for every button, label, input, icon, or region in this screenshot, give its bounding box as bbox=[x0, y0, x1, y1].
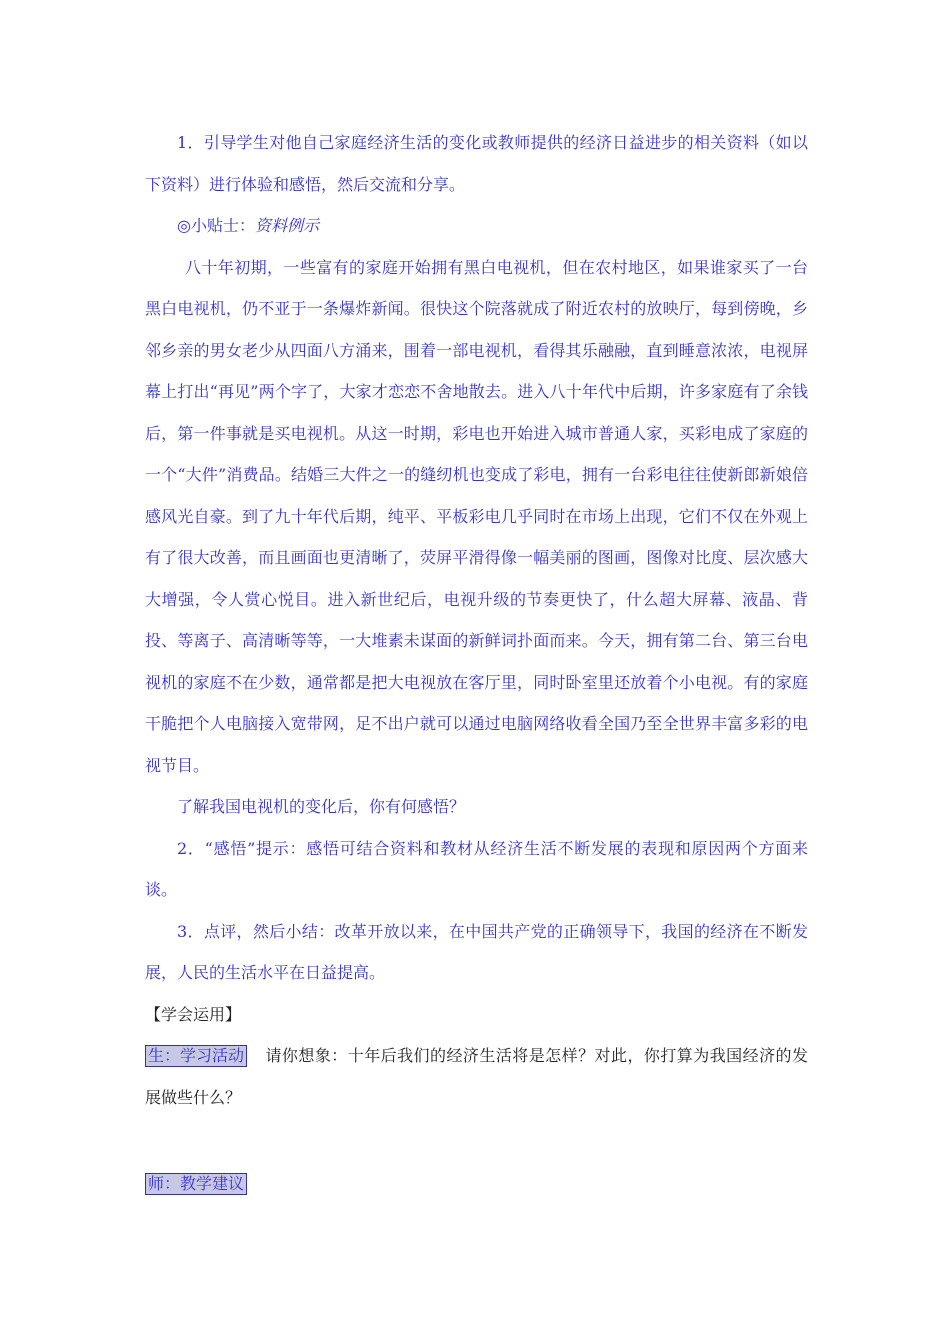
section-heading: 【学会运用】 bbox=[145, 1004, 242, 1024]
student-activity-tag: 生：学习活动 bbox=[145, 1045, 247, 1067]
question-line: 了解我国电视机的变化后，你有何感悟？ bbox=[177, 797, 466, 816]
paragraph-guide: 1．引导学生对他自己家庭经济生活的变化或教师提供的经济日益进步的相关资料（如以下资料）进行体验和感悟，然后交流和分享。 bbox=[145, 133, 808, 194]
tip-label: ◎小贴士： bbox=[177, 216, 255, 235]
teacher-suggestion-tag: 师：教学建议 bbox=[145, 1173, 247, 1195]
tip-title: 资料例示 bbox=[254, 216, 319, 235]
paragraph-summary: 3．点评，然后小结：改革开放以来，在中国共产党的正确领导下，我国的经济在不断发展，人民的生活水平在日益提高。 bbox=[145, 921, 808, 982]
sample-material: 八十年初期，一些富有的家庭开始拥有黑白电视机，但在农村地区，如果谁家买了一台黑白电视机，仍不亚于一条爆炸新闻。很快这个院落就成了附近农村的放映厅，每到傍晚，乡邻乡亲的男女老少从四面八方涌来，围着一部电视机，看得其乐融融，直到睡意浓浓，电视屏幕上打出“再见”两个字了，大家才恋恋不舍地散去。进入八十年代中后期，许多家庭有了余钱后，第一件事就是买电视机。从这一时期，彩电也开始进入城市普通人家，买彩电成了家庭的一个“大件”消费品。结婚三大件之一的缝纫机也变成了彩电，拥有一台彩电往往使新郎新娘倍感风光自豪。到了九十年代后期，纯平、平板彩电几乎同时在市场上出现，它们不仅在外观上有了很大改善，而且画面也更清晰了，荧屏平滑得像一幅美丽的图画，图像对比度、层次感大大增强，令人赏心悦目。进入新世纪后，电视升级的节奏更快了，什么超大屏幕、液晶、背投、等离子、高清晰等等，一大堆素未谋面的新鲜词扑面而来。今天，拥有第二台、第三台电视机的家庭不在少数，通常都是把大电视放在客厅里，同时卧室里还放着个小电视。有的家庭干脆把个人电脑接入宽带网，足不出户就可以通过电脑网络收看全国乃至全世界丰富多彩的电视节目。 bbox=[145, 257, 808, 775]
student-activity-text: 请你想象：十年后我们的经济生活将是怎样？对此，你打算为我国经济的发展做些什么？ bbox=[145, 1046, 808, 1107]
tip-line bbox=[145, 205, 808, 247]
document-body bbox=[145, 122, 808, 1118]
paragraph-hint: 2．“感悟”提示：感悟可结合资料和教材从经济生活不断发展的表现和原因两个方面来谈。 bbox=[145, 838, 808, 899]
student-activity bbox=[145, 1035, 808, 1118]
